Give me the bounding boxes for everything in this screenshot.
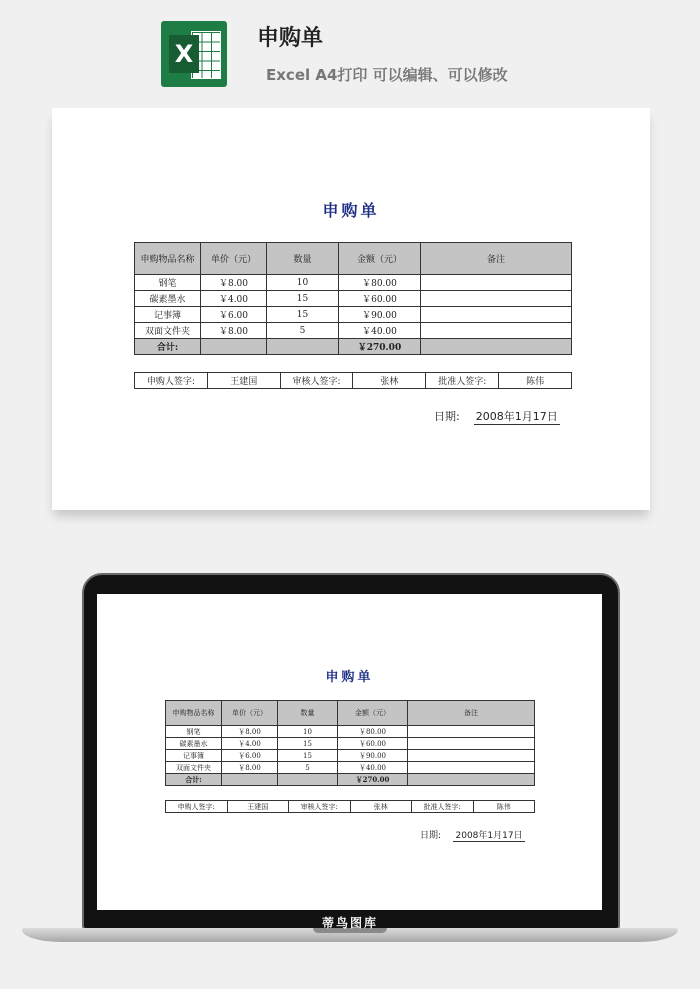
sheet-preview: [52, 108, 650, 510]
item-amount: ￥80.00: [338, 726, 408, 738]
reviewer-name: 张林: [350, 801, 412, 813]
column-header: 数量: [267, 243, 339, 275]
item-qty: 15: [278, 750, 338, 762]
item-note: [421, 275, 572, 291]
document-title: 申购单: [322, 201, 380, 220]
table-row: [166, 726, 535, 738]
item-price: ￥6.00: [222, 750, 278, 762]
item-amount: ￥40.00: [339, 323, 421, 339]
column-header: 单价（元）: [222, 701, 278, 726]
total-label: 合计:: [166, 774, 222, 786]
item-price: ￥8.00: [222, 762, 278, 774]
item-price: ￥4.00: [222, 738, 278, 750]
item-note: [421, 291, 572, 307]
column-header: 备注: [421, 243, 572, 275]
item-qty: 15: [267, 291, 339, 307]
table-row: [166, 762, 535, 774]
item-amount: ￥40.00: [338, 762, 408, 774]
item-name: 记事簿: [135, 307, 201, 323]
item-qty: 10: [267, 275, 339, 291]
table-row: [135, 291, 572, 307]
item-price: ￥8.00: [201, 323, 267, 339]
reviewer-label: 审核人签字:: [280, 373, 353, 389]
item-note: [408, 762, 535, 774]
date-label: 日期:: [434, 410, 460, 423]
column-header: 申购物品名称: [135, 243, 201, 275]
applicant-name: 王建国: [207, 373, 280, 389]
item-note: [408, 750, 535, 762]
item-amount: ￥80.00: [339, 275, 421, 291]
item-note: [408, 726, 535, 738]
item-name: 钢笔: [135, 275, 201, 291]
purchase-table: [165, 700, 535, 786]
column-header: 金额（元）: [339, 243, 421, 275]
reviewer-name: 张林: [353, 373, 426, 389]
item-name: 钢笔: [166, 726, 222, 738]
date-line: [434, 408, 560, 425]
table-row: [166, 750, 535, 762]
item-qty: 15: [267, 307, 339, 323]
item-price: ￥8.00: [222, 726, 278, 738]
item-note: [421, 307, 572, 323]
page-subtitle: Excel A4打印 可以编辑、可以修改: [266, 66, 508, 84]
signature-table: [165, 800, 535, 813]
item-amount: ￥90.00: [338, 750, 408, 762]
item-qty: 5: [278, 762, 338, 774]
page-title: 申购单: [257, 26, 324, 51]
column-header: 数量: [278, 701, 338, 726]
approver-label: 批准人签字:: [426, 373, 499, 389]
total-row: [166, 774, 535, 786]
date-value: 2008年1月17日: [453, 828, 525, 842]
date-value: 2008年1月17日: [475, 410, 558, 423]
item-price: ￥6.00: [201, 307, 267, 323]
item-qty: 15: [278, 738, 338, 750]
purchase-table: [134, 242, 572, 355]
table-row: [135, 307, 572, 323]
table-header-row: [135, 243, 572, 275]
date-label: 日期:: [420, 831, 442, 841]
excel-x-letter: X: [169, 35, 199, 73]
item-qty: 5: [267, 323, 339, 339]
item-name: 双面文件夹: [135, 323, 201, 339]
applicant-name: 王建国: [227, 801, 289, 813]
item-price: ￥8.00: [201, 275, 267, 291]
applicant-label: 申购人签字:: [135, 373, 208, 389]
excel-icon: [161, 21, 227, 87]
table-row: [166, 738, 535, 750]
table-header-row: [166, 701, 535, 726]
column-header: 金额（元）: [338, 701, 408, 726]
reviewer-label: 审核人签字:: [289, 801, 351, 813]
approver-name: 陈伟: [473, 801, 535, 813]
item-amount: ￥90.00: [339, 307, 421, 323]
item-name: 记事簿: [166, 750, 222, 762]
total-amount: ￥270.00: [339, 339, 421, 355]
approver-label: 批准人签字:: [412, 801, 474, 813]
total-amount: ￥270.00: [338, 774, 408, 786]
item-price: ￥4.00: [201, 291, 267, 307]
applicant-label: 申购人签字:: [166, 801, 228, 813]
approver-name: 陈伟: [499, 373, 572, 389]
column-header: 备注: [408, 701, 535, 726]
table-row: [135, 323, 572, 339]
laptop-brand-label: 蒂鸟图库: [321, 916, 378, 930]
item-name: 碳素墨水: [135, 291, 201, 307]
signature-table: [134, 372, 572, 389]
column-header: 单价（元）: [201, 243, 267, 275]
item-amount: ￥60.00: [339, 291, 421, 307]
item-name: 双面文件夹: [166, 762, 222, 774]
item-note: [408, 738, 535, 750]
item-qty: 10: [278, 726, 338, 738]
date-line: [420, 828, 525, 842]
item-amount: ￥60.00: [338, 738, 408, 750]
total-label: 合计:: [135, 339, 201, 355]
document-title: 申购单: [325, 670, 374, 685]
item-name: 碳素墨水: [166, 738, 222, 750]
column-header: 申购物品名称: [166, 701, 222, 726]
total-row: [135, 339, 572, 355]
laptop-screen-sheet: [97, 594, 602, 910]
table-row: [135, 275, 572, 291]
item-note: [421, 323, 572, 339]
